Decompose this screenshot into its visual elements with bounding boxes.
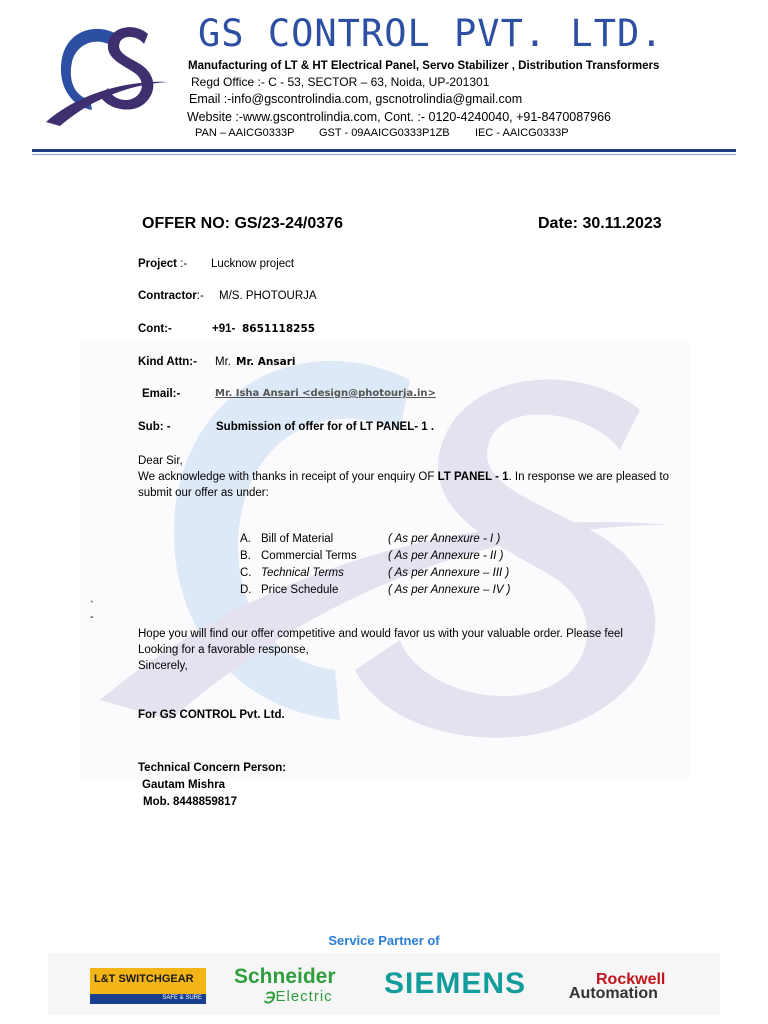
cont-prefix: +91- [212, 323, 236, 335]
item-ref: ( As per Annexure – III ) [388, 567, 510, 579]
item-ref: ( As per Annexure - I ) [388, 533, 501, 545]
pan-number: PAN – AAICG0333P [195, 127, 295, 139]
sub-label: Sub: - [138, 421, 171, 433]
email-link[interactable]: Mr. Isha Ansari <design@photourja.in> [215, 388, 436, 399]
item-marker: A. [240, 533, 251, 545]
project-label: Project [138, 258, 177, 270]
lt-logo-band [90, 994, 206, 1004]
contact-name: Gautam Mishra [142, 779, 226, 791]
rockwell-logo-text: Rockwell [596, 971, 666, 988]
siemens-logo: SIEMENS [384, 967, 527, 1000]
cont-value: 8651118255 [242, 323, 316, 335]
header-email: Email :-info@gscontrolindia.com, gscnotrolindia@gmail.com [189, 92, 523, 106]
intro-line-2: submit our offer as under: [138, 487, 269, 499]
item-marker: B. [240, 550, 251, 562]
attn-row [138, 356, 296, 368]
company-logo [40, 14, 170, 134]
salutation: Dear Sir, [138, 455, 183, 467]
intro-bold: LT PANEL - 1 [437, 471, 509, 483]
contact-title: Technical Concern Person: [138, 762, 287, 774]
intro-text-1: We acknowledge with thanks in receipt of your enquiry OF [138, 471, 438, 483]
item-ref: ( As per Annexure - II ) [388, 550, 504, 562]
attn-prefix: Mr. [215, 356, 231, 368]
stray-mark: ` [90, 600, 94, 612]
intro-text-2: . In response we are pleased to [508, 471, 669, 483]
lt-switchgear-logo [90, 968, 206, 1004]
attn-label: Kind Attn:- [138, 356, 197, 368]
contact-mob: Mob. 8448859817 [143, 796, 237, 808]
item-label: Price Schedule [261, 584, 339, 596]
item-label: Technical Terms [261, 567, 344, 579]
iec-number: IEC - AAICG0333P [475, 127, 569, 139]
item-marker: D. [240, 584, 252, 596]
header-website: Website :-www.gscontrolindia.com, Cont. :- 0120-4240040, +91-8470087966 [187, 110, 611, 124]
partner-logos [48, 953, 720, 1015]
stray-mark: - [90, 611, 94, 623]
offer-date: Date: 30.11.2023 [538, 215, 662, 232]
automation-logo-text: Automation [569, 985, 658, 1002]
schneider-logo-sub [264, 987, 333, 1005]
closing-line-1: Hope you will find our offer competitive and would favor us with your valuable order. Please feel [138, 628, 623, 640]
email-row [142, 388, 436, 400]
contractor-row [138, 290, 317, 302]
company-name: GS CONTROL PVT. LTD. [198, 12, 664, 55]
gst-number: GST - 09AAICG0333P1ZB [319, 127, 450, 139]
closing-line-2: Looking for a favorable response, [138, 644, 309, 656]
company-tagline: Manufacturing of LT & HT Electrical Panel, Servo Stabilizer , Distribution Transformers [188, 60, 660, 72]
attn-value: Mr. Ansari [236, 356, 296, 368]
contractor-label: Contractor [138, 290, 197, 302]
item-label: Bill of Material [261, 533, 334, 545]
project-row [138, 258, 295, 270]
contractor-sep: :- [196, 290, 204, 302]
header-divider [32, 149, 736, 152]
closing-line-3: Sincerely, [138, 660, 188, 672]
schneider-logo-mark: ℈ [264, 988, 276, 1005]
contractor-value: M/S. PHOTOURJA [219, 290, 317, 302]
cont-label: Cont:- [138, 323, 172, 335]
contact-row [138, 323, 316, 335]
schneider-logo-text: Schneider [234, 965, 336, 988]
service-partner-heading: Service Partner of [328, 933, 440, 948]
lt-logo-text: L&T SWITCHGEAR [94, 973, 194, 985]
sub-value: Submission of offer for of LT PANEL- 1 . [216, 421, 435, 433]
offer-number: OFFER NO: GS/23-24/0376 [142, 215, 343, 232]
lt-logo-sub: SAFE & SURE [162, 995, 202, 1001]
signoff: For GS CONTROL Pvt. Ltd. [138, 709, 285, 721]
schneider-electric-text: Electric [275, 988, 333, 1005]
intro-line-1 [138, 469, 669, 485]
regd-office: Regd Office :- C - 53, SECTOR – 63, Noida, UP-201301 [191, 75, 490, 89]
item-label: Commercial Terms [261, 550, 357, 562]
header-divider-thin [32, 154, 736, 155]
item-ref: ( As per Annexure – IV ) [388, 584, 511, 596]
email-label: Email:- [142, 388, 181, 400]
project-sep: :- [180, 258, 188, 270]
subject-row [138, 421, 435, 433]
project-value: Lucknow project [211, 258, 295, 270]
item-marker: C. [240, 567, 252, 579]
